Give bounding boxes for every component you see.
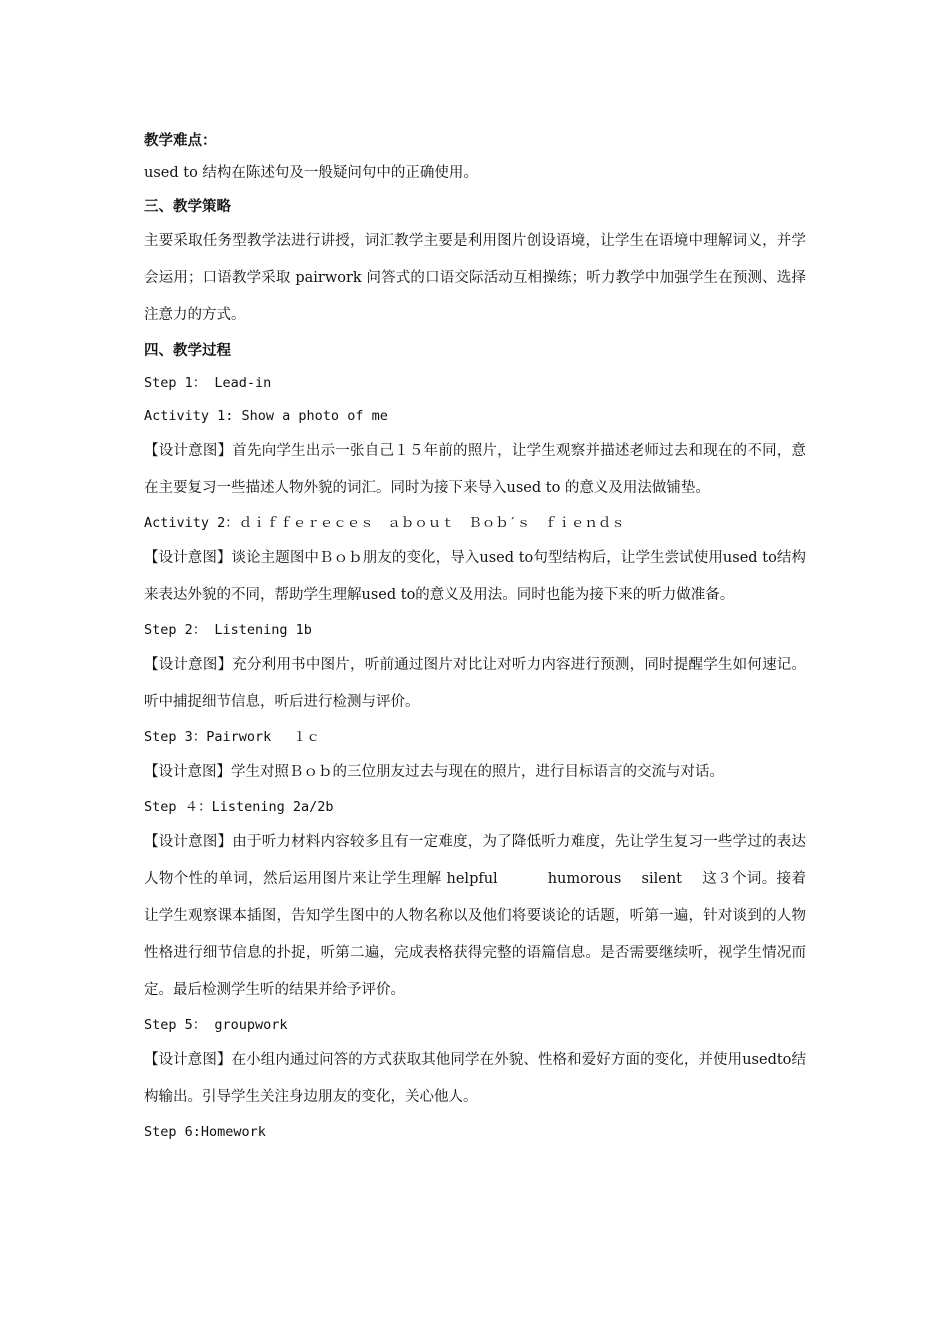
step-4-title: Step ４：Listening 2a/2b <box>144 799 334 815</box>
step-3-title: Step 3：Pairwork １ｃ <box>144 729 320 745</box>
activity-1-title: Activity 1: Show a photo of me <box>144 408 388 424</box>
strategy-paragraph: 主要采取任务型教学法进行讲授，词汇教学主要是利用图片创设语境，让学生在语境中理解词义，并学会运用；口语教学采取 pairwork 问答式的口语交际活动互相操练；听力教学中加强学生在预测、选择注意力的方式。 <box>144 233 806 323</box>
process-heading: 四、教学过程 <box>144 342 231 359</box>
document-body <box>144 124 806 1149</box>
intent-paragraph-4: 【设计意图】学生对照Ｂｏｂ的三位朋友过去与现在的照片，进行目标语言的交流与对话。 <box>144 764 724 780</box>
step-5-title: Step 5： groupwork <box>144 1017 288 1033</box>
difficulty-text: used to 结构在陈述句及一般疑问句中的正确使用。 <box>144 165 478 181</box>
intent-paragraph-5: 【设计意图】由于听力材料内容较多且有一定难度，为了降低听力难度，先让学生复习一些学过的表达人物个性的单词，然后运用图片来让学生理解 helpful humorous silent 这３个词。接着让学生观察课本插图，告知学生图中的人物名称以及他们将要谈论的话题，听第一遍，针对谈到的人物性格进行细节信息的扑捉，听第二遍，完成表格获得完整的语篇信息。是否需要继续听，视学生情况而定。最后检测学生听的结果并给予评价。 <box>144 834 806 998</box>
step-6-title: Step 6:Homework <box>144 1124 266 1140</box>
step-1-title: Step 1： Lead-in <box>144 375 272 391</box>
strategy-heading: 三、教学策略 <box>144 198 231 215</box>
activity-2-title: Activity 2：ｄｉｆｆｅｒｅｃｅｓ ａｂｏｕｔ Ｂｏｂ′ｓ ｆｉｅｎｄｓ <box>144 515 625 531</box>
intent-paragraph-2: 【设计意图】谈论主题图中Ｂｏｂ朋友的变化，导入used to句型结构后，让学生尝试使用used to结构来表达外貌的不同，帮助学生理解used to的意义及用法。同时也能为接下来的听力做准备。 <box>144 550 806 603</box>
difficulty-heading: 教学难点： <box>144 132 217 149</box>
intent-paragraph-1: 【设计意图】首先向学生出示一张自己１５年前的照片，让学生观察并描述老师过去和现在的不同，意在主要复习一些描述人物外貌的词汇。同时为接下来导入used to 的意义及用法做铺垫。 <box>144 443 806 496</box>
intent-paragraph-3: 【设计意图】充分利用书中图片，听前通过图片对比让对听力内容进行预测，同时提醒学生如何速记。听中捕捉细节信息，听后进行检测与评价。 <box>144 657 806 710</box>
intent-paragraph-6: 【设计意图】在小组内通过问答的方式获取其他同学在外貌、性格和爱好方面的变化，并使用usedto结构输出。引导学生关注身边朋友的变化，关心他人。 <box>144 1052 806 1105</box>
step-2-title: Step 2： Listening 1b <box>144 622 312 638</box>
